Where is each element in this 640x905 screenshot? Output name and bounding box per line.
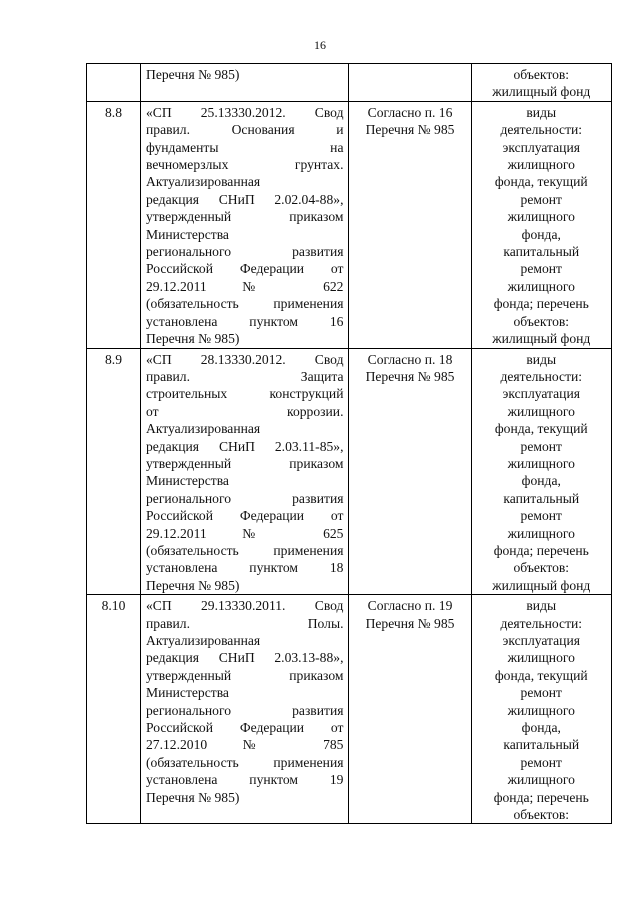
document-name-line: Министерства: [146, 685, 229, 701]
document-name-line: установлена пунктом 16: [146, 313, 344, 329]
reference-line: Согласно п. 16: [367, 104, 453, 120]
document-name-line: установлена пунктом 19: [146, 772, 344, 788]
item-number: 8.10: [87, 595, 141, 824]
reference: [349, 348, 471, 595]
application-scope-line: жилищного: [507, 702, 575, 718]
item-number: [87, 64, 141, 102]
document-name-line: 27.12.2010 № 785: [146, 737, 344, 753]
reference-line: Согласно п. 18: [367, 351, 453, 367]
application-scope-line: жилищного: [507, 403, 575, 419]
document-name-line: от коррозии.: [146, 403, 344, 419]
application-scope-line: объектов:: [513, 560, 570, 576]
item-number: 8.9: [87, 348, 141, 595]
application-scope-line: фонда; перечень: [493, 296, 589, 312]
document-name-line: правил. Полы.: [146, 615, 344, 631]
application-scope: [471, 348, 611, 595]
application-scope-line: эксплуатация: [502, 386, 580, 402]
requirements-table: [86, 63, 612, 824]
item-number: 8.8: [87, 101, 141, 348]
application-scope-line: жилищного: [507, 650, 575, 666]
application-scope-line: деятельности:: [500, 122, 583, 138]
application-scope-line: фонда, текущий: [494, 667, 588, 683]
document-name-line: утвержденный приказом: [146, 455, 344, 471]
document-name-line: «СП 25.13330.2012. Свод: [146, 104, 344, 120]
application-scope-line: фонда; перечень: [493, 789, 589, 805]
document-name-line: 29.12.2011 № 625: [146, 525, 344, 541]
document-name-line: редакция СНиП 2.03.13-88»,: [146, 650, 344, 666]
application-scope-line: жилищного: [507, 455, 575, 471]
document-name-line: «СП 28.13330.2012. Свод: [146, 351, 344, 367]
application-scope-line: объектов:: [513, 807, 570, 823]
reference-line: Согласно п. 19: [367, 598, 453, 614]
application-scope-line: виды: [526, 104, 557, 120]
document-name-line: Российской Федерации от: [146, 508, 344, 524]
application-scope-line: ремонт: [520, 685, 562, 701]
application-scope-line: эксплуатация: [502, 139, 580, 155]
document-name-line: регионального развития: [146, 702, 344, 718]
document-name-line: Перечня № 985): [146, 577, 240, 593]
application-scope-line: эксплуатация: [502, 633, 580, 648]
document-name: [141, 64, 349, 102]
document-name-line: регионального развития: [146, 244, 344, 260]
application-scope-line: жилищного: [507, 157, 575, 173]
application-scope-line: жилищного: [507, 772, 575, 788]
document-name-line: Российской Федерации от: [146, 720, 344, 736]
document-name-line: утвержденный приказом: [146, 209, 344, 225]
document-name-line: Министерства: [146, 226, 229, 242]
document-name-line: 29.12.2011 № 622: [146, 278, 344, 294]
application-scope-line: капитальный: [503, 737, 580, 753]
application-scope-line: деятельности:: [500, 615, 583, 631]
document-name-line: правил. Основания и: [146, 122, 344, 138]
application-scope-line: фонда, текущий: [494, 421, 588, 437]
application-scope-line: жилищного: [507, 278, 575, 294]
application-scope: [471, 64, 611, 102]
document-name-line: (обязательность применения: [146, 754, 344, 770]
application-scope-line: объектов:: [513, 313, 570, 329]
document-name-line: Министерства: [146, 473, 229, 489]
application-scope-line: фонда, текущий: [494, 174, 588, 190]
application-scope-line: виды: [526, 351, 557, 367]
document-name-line: (обязательность применения: [146, 296, 344, 312]
document-name-line: (обязательность применения: [146, 542, 344, 558]
document-name-line: правил. Защита: [146, 368, 344, 384]
application-scope-line: ремонт: [520, 438, 562, 454]
application-scope-line: деятельности:: [500, 368, 583, 384]
document-name-line: Актуализированная: [146, 633, 261, 648]
application-scope: [471, 101, 611, 348]
application-scope-line: фонда,: [521, 226, 561, 242]
table-row: [87, 101, 612, 348]
reference-line: Перечня № 985: [365, 615, 455, 631]
document-name: [141, 595, 349, 824]
application-scope-line: жилищный фонд: [492, 84, 591, 100]
application-scope-line: фонда,: [521, 720, 561, 736]
page-number: 16: [314, 38, 326, 52]
reference: [349, 595, 471, 824]
document-name-line: Актуализированная: [146, 174, 261, 190]
document-name: [141, 101, 349, 348]
document-name-line: фундаменты на: [146, 139, 344, 155]
document-name-line: строительных конструкций: [146, 386, 344, 402]
application-scope-line: ремонт: [520, 191, 562, 207]
application-scope-line: жилищный фонд: [492, 331, 591, 347]
table-row: [87, 64, 612, 102]
reference: [349, 64, 471, 102]
application-scope-line: капитальный: [503, 490, 580, 506]
application-scope-line: ремонт: [520, 754, 562, 770]
reference-line: Перечня № 985: [365, 368, 455, 384]
application-scope-line: капитальный: [503, 244, 580, 260]
document-name: [141, 348, 349, 595]
application-scope-line: жилищного: [507, 525, 575, 541]
application-scope-line: жилищного: [507, 209, 575, 225]
document-name-line: Российской Федерации от: [146, 261, 344, 277]
application-scope-line: ремонт: [520, 508, 562, 524]
application-scope-line: жилищный фонд: [492, 577, 591, 593]
document-name-line: Перечня № 985): [146, 67, 240, 82]
document-name-line: Перечня № 985): [146, 789, 240, 805]
document-name-line: редакция СНиП 2.02.04-88»,: [146, 191, 344, 207]
table-row: [87, 595, 612, 824]
document-name-line: Актуализированная: [146, 421, 261, 437]
document-name-line: Перечня № 985): [146, 331, 240, 347]
reference: [349, 101, 471, 348]
document-name-line: утвержденный приказом: [146, 667, 344, 683]
document-name-line: редакция СНиП 2.03.11-85»,: [146, 438, 344, 454]
application-scope-line: объектов:: [513, 67, 570, 82]
document-name-line: вечномерзлых грунтах.: [146, 157, 344, 173]
document-name-line: «СП 29.13330.2011. Свод: [146, 598, 344, 614]
application-scope-line: фонда; перечень: [493, 542, 589, 558]
document-name-line: установлена пунктом 18: [146, 560, 344, 576]
table-row: [87, 348, 612, 595]
application-scope-line: виды: [526, 598, 557, 614]
application-scope-line: фонда,: [521, 473, 561, 489]
reference-line: Перечня № 985: [365, 122, 455, 138]
application-scope: [471, 595, 611, 824]
document-name-line: регионального развития: [146, 490, 344, 506]
application-scope-line: ремонт: [520, 261, 562, 277]
